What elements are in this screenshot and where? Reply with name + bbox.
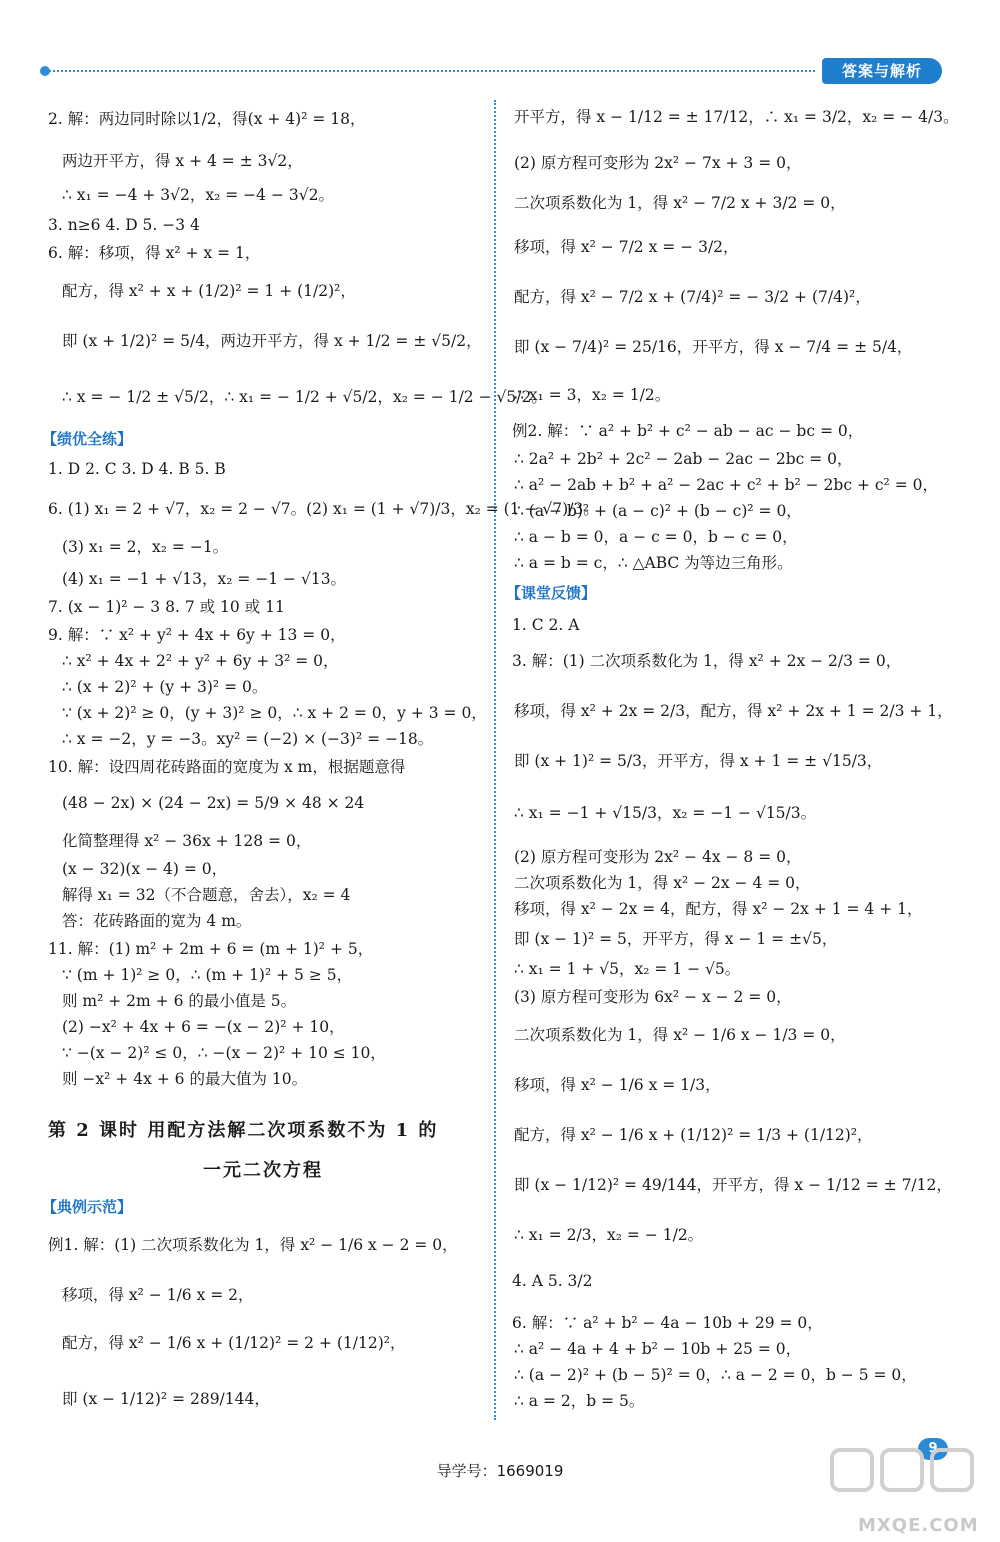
header-rule (45, 70, 815, 72)
answer-line: ∴ a − b = 0，a − c = 0，b − c = 0， (514, 528, 798, 546)
answer-line: ∴ a = 2，b = 5。 (514, 1392, 645, 1410)
answer-line: 例1. 解：(1) 二次项系数化为 1，得 x² − 1/6 x − 2 = 0， (48, 1236, 458, 1254)
answer-line: (48 − 2x) × (24 − 2x) = 5/9 × 48 × 24 (62, 794, 365, 812)
answer-line: 解得 x₁ = 32（不合题意，舍去），x₂ = 4 (62, 886, 351, 904)
answer-line: 二次项系数化为 1，得 x² − 1/6 x − 1/3 = 0， (514, 1026, 846, 1044)
lesson-title: 第 2 课时 用配方法解二次项系数不为 1 的 (48, 1120, 439, 1141)
answer-line: 移项，得 x² − 7/2 x = − 3/2， (514, 238, 739, 256)
answer-line: ∴ (x + 2)² + (y + 3)² = 0。 (62, 678, 268, 696)
answer-line: 即 (x − 1/12)² = 289/144， (62, 1390, 270, 1408)
answer-line: 配方，得 x² + x + (1/2)² = 1 + (1/2)²， (62, 282, 356, 300)
answer-line: 6. 解：∵ a² + b² − 4a − 10b + 29 = 0， (512, 1314, 823, 1332)
answer-line: ∴ (a − 2)² + (b − 5)² = 0，∴ a − 2 = 0，b − 5 = 0， (514, 1366, 917, 1384)
watermark-logo-icon (830, 1440, 980, 1510)
answer-line: 则 m² + 2m + 6 的最小值是 5。 (62, 992, 297, 1010)
answer-line: ∴ x₁ = 2/3，x₂ = − 1/2。 (514, 1226, 704, 1244)
answer-line: 3. 解：(1) 二次项系数化为 1，得 x² + 2x − 2/3 = 0， (512, 652, 902, 670)
answer-line: 配方，得 x² − 7/2 x + (7/4)² = − 3/2 + (7/4)²， (514, 288, 871, 306)
answer-line: (2) 原方程可变形为 2x² − 4x − 8 = 0， (514, 848, 802, 866)
answer-line: 配方，得 x² − 1/6 x + (1/12)² = 1/3 + (1/12)²， (514, 1126, 873, 1144)
answer-line: 配方，得 x² − 1/6 x + (1/12)² = 2 + (1/12)²， (62, 1334, 406, 1352)
answer-line: ∴ x₁ = −1 + √15/3，x₂ = −1 − √15/3。 (514, 804, 817, 822)
answer-line: 2. 解：两边同时除以1/2，得(x + 4)² = 18， (48, 110, 366, 128)
answer-line: (3) x₁ = 2，x₂ = −1。 (62, 538, 229, 556)
column-divider (494, 100, 496, 1420)
answer-line: 二次项系数化为 1，得 x² − 2x − 4 = 0， (514, 874, 811, 892)
answer-line: (4) x₁ = −1 + √13，x₂ = −1 − √13。 (62, 570, 347, 588)
answer-line: ∴ a² − 2ab + b² + a² − 2ac + c² + b² − 2bc + c² = 0， (514, 476, 938, 494)
answer-line: ∴ a² − 4a + 4 + b² − 10b + 25 = 0， (514, 1340, 802, 1358)
answer-line: 4. A 5. 3/2 (512, 1272, 593, 1290)
answer-line: 答：花砖路面的宽为 4 m。 (62, 912, 252, 930)
answer-line: 即 (x − 7/4)² = 25/16，开平方，得 x − 7/4 = ± 5/4， (514, 338, 913, 356)
answer-line: 例2. 解：∵ a² + b² + c² − ab − ac − bc = 0， (512, 422, 864, 440)
answer-line: ∴ x = − 1/2 ± √5/2，∴ x₁ = − 1/2 + √5/2，x₂ = − 1/2 − √5/2。 (62, 388, 547, 406)
answer-line: 移项，得 x² − 1/6 x = 2， (62, 1286, 254, 1304)
page-number: 9 (918, 1438, 948, 1460)
answer-line: 即 (x − 1/12)² = 49/144，开平方，得 x − 1/12 = ± 7/12， (514, 1176, 952, 1194)
answer-line: 移项，得 x² + 2x = 2/3，配方，得 x² + 2x + 1 = 2/3 + 1， (514, 702, 953, 720)
answer-line: 移项，得 x² − 2x = 4，配方，得 x² − 2x + 1 = 4 + 1， (514, 900, 923, 918)
answer-line: 10. 解：设四周花砖路面的宽度为 x m，根据题意得 (48, 758, 406, 776)
answer-line: (2) −x² + 4x + 6 = −(x − 2)² + 10， (62, 1018, 345, 1036)
section-heading: 【课堂反馈】 (506, 584, 597, 602)
answer-line: 3. n≥6 4. D 5. −3 4 (48, 216, 200, 234)
answer-line: 1. C 2. A (512, 616, 580, 634)
footer-code: 导学号：1669019 (436, 1462, 564, 1480)
answer-line: ∵ (m + 1)² ≥ 0，∴ (m + 1)² + 5 ≥ 5， (62, 966, 353, 984)
lesson-title: 一元二次方程 (203, 1160, 323, 1181)
answer-line: (x − 32)(x − 4) = 0， (62, 860, 228, 878)
answer-line: 11. 解：(1) m² + 2m + 6 = (m + 1)² + 5， (48, 940, 374, 958)
answer-line: 即 (x + 1)² = 5/3，开平方，得 x + 1 = ± √15/3， (514, 752, 883, 770)
answer-line: 9. 解：∵ x² + y² + 4x + 6y + 13 = 0， (48, 626, 346, 644)
answer-line: ∴ x² + 4x + 2² + y² + 6y + 3² = 0， (62, 652, 339, 670)
answer-line: 7. (x − 1)² − 3 8. 7 或 10 或 11 (48, 598, 285, 616)
answer-line: ∴ x₁ = −4 + 3√2，x₂ = −4 − 3√2。 (62, 186, 334, 204)
answer-line: 1. D 2. C 3. D 4. B 5. B (48, 460, 226, 478)
answer-line: ∵ (x + 2)² ≥ 0，(y + 3)² ≥ 0，∴ x + 2 = 0，y + 3 = 0， (62, 704, 487, 722)
answer-line: 6. 解：移项，得 x² + x = 1， (48, 244, 261, 262)
answer-line: 则 −x² + 4x + 6 的最大值为 10。 (62, 1070, 308, 1088)
answer-line: 移项，得 x² − 1/6 x = 1/3， (514, 1076, 721, 1094)
answer-line: 6. (1) x₁ = 2 + √7，x₂ = 2 − √7。(2) x₁ = (1 + √7)/3，x₂ = (1 − √7)/3。 (48, 500, 599, 518)
answer-line: 开平方，得 x − 1/12 = ± 17/12，∴ x₁ = 3/2，x₂ = − 4/3。 (514, 108, 959, 126)
section-heading: 【绩优全练】 (42, 430, 133, 448)
section-heading: 【典例示范】 (42, 1198, 133, 1216)
watermark-text: MXQE.COM (858, 1515, 979, 1536)
answer-line: (3) 原方程可变形为 6x² − x − 2 = 0， (514, 988, 792, 1006)
answer-line: ∴ x₁ = 3，x₂ = 1/2。 (514, 386, 671, 404)
answer-line: 二次项系数化为 1，得 x² − 7/2 x + 3/2 = 0， (514, 194, 846, 212)
answer-line: ∵ −(x − 2)² ≤ 0，∴ −(x − 2)² + 10 ≤ 10， (62, 1044, 386, 1062)
answer-line: ∴ x₁ = 1 + √5，x₂ = 1 − √5。 (514, 960, 741, 978)
answer-line: ∴ x = −2，y = −3。xy² = (−2) × (−3)² = −18。 (62, 730, 434, 748)
header-tag: 答案与解析 (822, 58, 942, 84)
answer-line: ∴ a = b = c，∴ △ABC 为等边三角形。 (514, 554, 793, 572)
answer-line: 即 (x + 1/2)² = 5/4，两边开平方，得 x + 1/2 = ± √5/2， (62, 332, 482, 350)
answer-line: 两边开平方，得 x + 4 = ± 3√2， (62, 152, 303, 170)
answer-line: ∴ (a − b)² + (a − c)² + (b − c)² = 0， (514, 502, 802, 520)
answer-line: ∴ 2a² + 2b² + 2c² − 2ab − 2ac − 2bc = 0， (514, 450, 853, 468)
answer-line: (2) 原方程可变形为 2x² − 7x + 3 = 0， (514, 154, 802, 172)
answer-line: 即 (x − 1)² = 5，开平方，得 x − 1 = ±√5， (514, 930, 838, 948)
answer-line: 化简整理得 x² − 36x + 128 = 0， (62, 832, 312, 850)
